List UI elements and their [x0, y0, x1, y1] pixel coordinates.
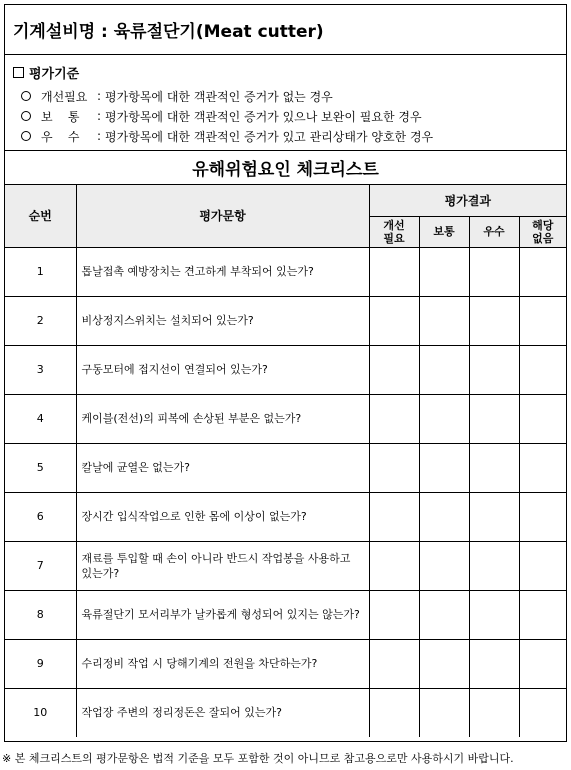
- footnote: ※ 본 체크리스트의 평가문항은 법적 기준을 모두 포함한 것이 아니므로 참고용으로만 사용하시기 바랍니다.: [2, 752, 514, 765]
- result-cell-excellent[interactable]: [469, 688, 519, 737]
- table-row: [5, 688, 566, 737]
- result-cell-not-applicable[interactable]: [519, 394, 566, 443]
- column-header-not-applicable: 해당 없음: [519, 216, 566, 247]
- circle-bullet-icon: [21, 111, 31, 121]
- evaluation-question: 구동모터에 접지선이 연결되어 있는가?: [76, 345, 369, 394]
- result-cell-excellent[interactable]: [469, 296, 519, 345]
- column-header-excellent: 우수: [469, 216, 519, 247]
- criteria-desc: 평가항목에 대한 객관적인 증거가 없는 경우: [105, 89, 333, 104]
- row-number: 10: [5, 688, 76, 737]
- result-cell-needs-improvement[interactable]: [369, 492, 419, 541]
- equipment-title: 기계설비명 : 육류절단기(Meat cutter): [5, 5, 566, 55]
- table-row: [5, 345, 566, 394]
- evaluation-question: 재료를 투입할 때 손이 아니라 반드시 작업봉을 사용하고 있는가?: [76, 541, 369, 590]
- checklist-table: [5, 185, 566, 737]
- result-cell-not-applicable[interactable]: [519, 639, 566, 688]
- evaluation-question: 장시간 입식작업으로 인한 몸에 이상이 없는가?: [76, 492, 369, 541]
- table-row: [5, 296, 566, 345]
- result-cell-needs-improvement[interactable]: [369, 394, 419, 443]
- table-row: [5, 639, 566, 688]
- evaluation-question: 톱날접촉 예방장치는 견고하게 부착되어 있는가?: [76, 247, 369, 296]
- result-cell-excellent[interactable]: [469, 492, 519, 541]
- result-cell-normal[interactable]: [419, 688, 469, 737]
- row-number: 4: [5, 394, 76, 443]
- result-cell-not-applicable[interactable]: [519, 541, 566, 590]
- result-cell-excellent[interactable]: [469, 590, 519, 639]
- result-cell-not-applicable[interactable]: [519, 492, 566, 541]
- result-cell-normal[interactable]: [419, 443, 469, 492]
- column-header-item: 평가문항: [76, 185, 369, 247]
- result-cell-excellent[interactable]: [469, 541, 519, 590]
- result-cell-excellent[interactable]: [469, 394, 519, 443]
- table-row: [5, 394, 566, 443]
- result-cell-needs-improvement[interactable]: [369, 639, 419, 688]
- evaluation-question: 수리정비 작업 시 당해기계의 전원을 차단하는가?: [76, 639, 369, 688]
- criteria-heading-text: 평가기준: [29, 67, 80, 82]
- checklist-sheet: [4, 4, 567, 742]
- result-cell-excellent[interactable]: [469, 247, 519, 296]
- column-header-needs-improvement: 개선 필요: [369, 216, 419, 247]
- criteria-desc: 평가항목에 대한 객관적인 증거가 있으나 보완이 필요한 경우: [105, 109, 422, 124]
- result-cell-normal[interactable]: [419, 296, 469, 345]
- square-bullet-icon: [13, 67, 24, 78]
- criteria-colon: :: [97, 109, 102, 123]
- result-cell-normal[interactable]: [419, 590, 469, 639]
- result-cell-normal[interactable]: [419, 492, 469, 541]
- result-cell-excellent[interactable]: [469, 345, 519, 394]
- row-number: 9: [5, 639, 76, 688]
- column-header-normal: 보통: [419, 216, 469, 247]
- row-number: 8: [5, 590, 76, 639]
- result-cell-normal[interactable]: [419, 247, 469, 296]
- row-number: 6: [5, 492, 76, 541]
- criteria-label: 개선필요: [41, 89, 88, 104]
- table-row: [5, 247, 566, 296]
- table-row: [5, 590, 566, 639]
- checklist-title: 유해위험요인 체크리스트: [5, 151, 566, 185]
- evaluation-question: 작업장 주변의 정리정돈은 잘되어 있는가?: [76, 688, 369, 737]
- result-cell-needs-improvement[interactable]: [369, 688, 419, 737]
- table-row: [5, 492, 566, 541]
- criteria-item: [13, 86, 558, 106]
- evaluation-question: 육류절단기 모서리부가 날카롭게 형성되어 있지는 않는가?: [76, 590, 369, 639]
- criteria-item: [13, 106, 558, 126]
- criteria-desc: 평가항목에 대한 객관적인 증거가 있고 관리상태가 양호한 경우: [105, 129, 434, 144]
- criteria-heading: [13, 63, 558, 82]
- result-cell-excellent[interactable]: [469, 639, 519, 688]
- result-cell-not-applicable[interactable]: [519, 590, 566, 639]
- result-cell-not-applicable[interactable]: [519, 688, 566, 737]
- circle-bullet-icon: [21, 91, 31, 101]
- criteria-label: 보 통: [41, 109, 80, 124]
- result-cell-needs-improvement[interactable]: [369, 296, 419, 345]
- result-cell-normal[interactable]: [419, 541, 469, 590]
- evaluation-criteria: [5, 55, 566, 151]
- table-row: [5, 541, 566, 590]
- row-number: 1: [5, 247, 76, 296]
- result-cell-not-applicable[interactable]: [519, 443, 566, 492]
- row-number: 2: [5, 296, 76, 345]
- column-header-result: 평가결과: [369, 185, 566, 216]
- result-cell-normal[interactable]: [419, 345, 469, 394]
- criteria-colon: :: [97, 129, 102, 143]
- result-cell-needs-improvement[interactable]: [369, 590, 419, 639]
- circle-bullet-icon: [21, 131, 31, 141]
- row-number: 7: [5, 541, 76, 590]
- table-row: [5, 443, 566, 492]
- column-header-no: 순번: [5, 185, 76, 247]
- result-cell-not-applicable[interactable]: [519, 296, 566, 345]
- result-cell-not-applicable[interactable]: [519, 345, 566, 394]
- result-cell-needs-improvement[interactable]: [369, 345, 419, 394]
- result-cell-needs-improvement[interactable]: [369, 443, 419, 492]
- evaluation-question: 칼날에 균열은 없는가?: [76, 443, 369, 492]
- criteria-colon: :: [97, 89, 102, 103]
- evaluation-question: 케이블(전선)의 피복에 손상된 부분은 없는가?: [76, 394, 369, 443]
- criteria-item: [13, 126, 558, 146]
- result-cell-needs-improvement[interactable]: [369, 247, 419, 296]
- criteria-label: 우 수: [41, 129, 80, 144]
- result-cell-excellent[interactable]: [469, 443, 519, 492]
- row-number: 3: [5, 345, 76, 394]
- evaluation-question: 비상정지스위치는 설치되어 있는가?: [76, 296, 369, 345]
- result-cell-normal[interactable]: [419, 639, 469, 688]
- result-cell-needs-improvement[interactable]: [369, 541, 419, 590]
- result-cell-not-applicable[interactable]: [519, 247, 566, 296]
- result-cell-normal[interactable]: [419, 394, 469, 443]
- row-number: 5: [5, 443, 76, 492]
